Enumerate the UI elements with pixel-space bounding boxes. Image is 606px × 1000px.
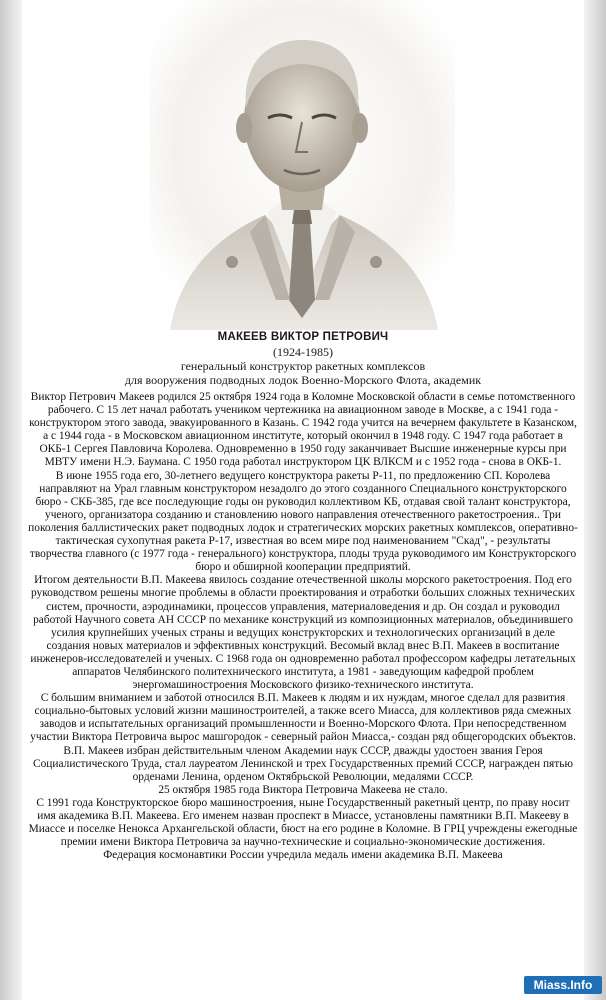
role-line-1: генеральный конструктор ракетных комплексов xyxy=(180,359,426,373)
person-name: МАКЕЕВ ВИКТОР ПЕТРОВИЧ xyxy=(217,331,389,343)
bio-paragraph-6: 25 октября 1985 года Виктора Петровича Макеева не стало. xyxy=(158,783,448,796)
bio-paragraph-5: В.П. Макеев избран действительным членом Академии наук СССР, дважды удостоен звания Героя Социалистического Труда, стал лауреатом Ленинской и трех Государственных премий СССР, награжден пятью орденами Ленина, орденом Октябрьской Революции, медалями СССР. xyxy=(33,744,573,783)
bio-paragraph-8: Федерация космонавтики России учредила медаль имени академика В.П. Макеева xyxy=(103,849,503,862)
biography-text xyxy=(28,391,578,862)
bio-paragraph-2: В июне 1955 года его, 30-летнего ведущего конструктора ракеты Р-11, по предложению СП. Королева направляют на Урал главным конструктором незадолго до этого созданного Специального конструкторского бюро - СКБ-385, где все последующие годы он руководил коллективом КБ, отдавая свой талант конструктора, ученого, организатора созданию и становлению нового направления отечественного ракетостроения.. Три поколения баллистических ракет подводных лодок и стратегических морских ракетных комплексов, оперативно-тактическая сухопутная ракета Р-17, известная во всем мире под наименованием "Скад", - результаты творчества главного (с 1977 года - генерального) конструктора, плоды труда руководимого им Конструкторского бюро и обширной кооперации предприятий. xyxy=(28,469,578,574)
left-border-decoration xyxy=(0,0,22,1000)
right-border-decoration xyxy=(584,0,606,1000)
bio-paragraph-4: С большим вниманием и заботой относился В.П. Макеев к людям и их нуждам, многое сделал для развития социально-бытовых условий жизни машиностроителей, а также всего Миасса, для коллективов ряда смежных заводов и испытательных организаций промышленности и Военно-Морского Флота. При непосредственном участии Виктора Петровича вырос машгородок - северный район Миасса,- создан ряд общегородских объектов. xyxy=(30,692,576,744)
biography-header xyxy=(30,330,576,387)
bio-paragraph-7: С 1991 года Конструкторское бюро машиностроения, ныне Государственный ракетный центр, по праву носит имя академика В.П. Макеева. Его именем назван проспект в Миассе, установлены памятники В.П. Макееву в Миассе и поселке Ненокса Архангельской области, бюст на его родине в Коломне. В ГРЦ учреждены ежегодные премии имени Виктора Петровича за научно-технические и социально-экономические достижения. xyxy=(28,796,578,849)
site-watermark: Miass.Info xyxy=(524,976,602,994)
portrait-photo xyxy=(150,0,455,330)
life-years: (1924-1985) xyxy=(273,345,333,359)
role-line-2: для вооружения подводных лодок Военно-Морского Флота, академик xyxy=(124,373,482,387)
bio-paragraph-1: Виктор Петрович Макеев родился 25 октября 1924 года в Коломне Московской области в семье потомственного рабочего. С 15 лет начал работать учеником чертежника на авиационном заводе в Москве, а с 1941 года - конструктором этого завода, эвакуированного в Казань. С 1942 года учится на вечернем факультете в Казанском, а с 1944 года - в Московском авиационном институте, который окончил в 1948 году. С 1947 года работает в ОКБ-1 Сергея Павловича Королева. Одновременно в 1950 году заканчивает Высшие инженерные курсы при МВТУ имени Н.Э. Баумана. С 1950 года работал инструктором ЦК ВЛКСМ и с 1952 года - снова в ОКБ-1. xyxy=(29,391,577,469)
bio-paragraph-3: Итогом деятельности В.П. Макеева явилось создание отечественной школы морского ракетостроения. Под его руководством решены многие проблемы в области проектирования и отработки больших сложных технических систем, прочности, аэродинамики, процессов управления, материаловедения и др. Он создал и руководил работой Научного совета АН СССР по механике конструкций из композиционных материалов, объединившего усилия крупнейших ученых страны и ведущих конструкторских и технологических организаций в деле создания новых материалов и эффективных конструкций. Весомый вклад внес В.П. Макеев в воспитание инженеров-исследователей и ученых. С 1968 года он одновременно работал профессором кафедры летательных аппаратов Челябинского политехнического института, а 1981 - заведующим кафедрой проблем энергомашиностроения Московского физико-технического института. xyxy=(30,574,576,692)
